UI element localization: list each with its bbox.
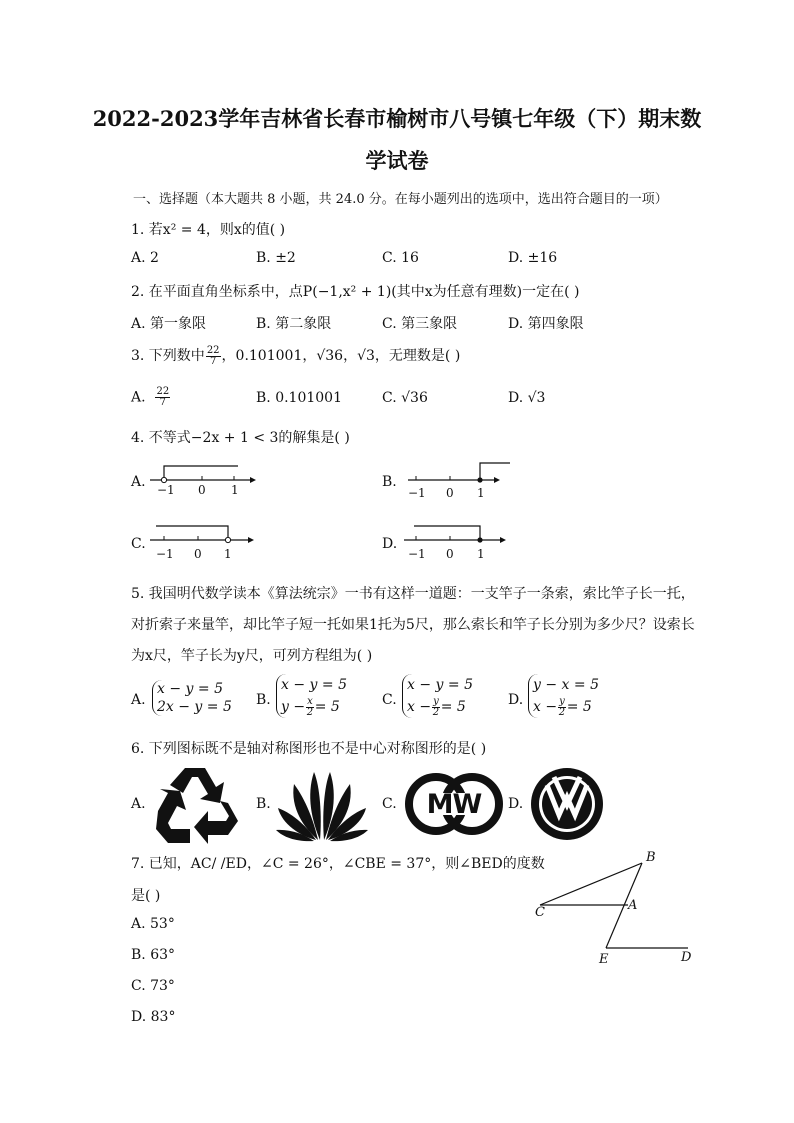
q1-option-c: C. 16 — [382, 250, 419, 266]
q1-option-b: B. ±2 — [256, 250, 296, 266]
q4-option-a: A. — [131, 474, 146, 490]
q5-line3: 为x尺，竿子长为y尺，可列方程组为( ) — [131, 648, 373, 664]
q4-b-tick-0: 0 — [446, 486, 454, 500]
q5-system-c — [402, 674, 473, 718]
q5-d-frac-num: y — [559, 695, 565, 707]
q5-d-eq2-rhs: = 5 — [566, 699, 592, 715]
q5-b-eq2-rhs: = 5 — [314, 699, 340, 715]
q5-option-b: B. — [256, 692, 271, 708]
q5-d-eq2-lhs: x − — [533, 699, 558, 715]
q5-line1: 5. 我国明代数学读本《算法统宗》一书有这样一道题：一支竿子一条索，索比竿子长一托， — [131, 586, 695, 602]
q2-option-d: D. 第四象限 — [508, 316, 584, 332]
q4-b-tick-1: 1 — [477, 486, 485, 500]
q5-c-frac-den: 2 — [432, 706, 440, 718]
q1-option-a: A. 2 — [131, 250, 159, 266]
q4-option-c: C. — [131, 536, 146, 552]
q5-c-frac — [432, 697, 440, 718]
q4-c-tick-0: 0 — [194, 547, 202, 561]
mw-logo-icon — [404, 771, 504, 837]
q2-stem: 2. 在平面直角坐标系中，点P(−1,x² + 1)(其中x为任意有理数)一定在( ) — [131, 284, 580, 300]
q3-option-a-num: 22 — [156, 386, 170, 397]
q5-a-eq1: x − y = 5 — [157, 681, 223, 697]
q3-option-d: D. √3 — [508, 390, 546, 406]
page-title: 2022-2023学年吉林省长春市榆树市八号镇七年级（下）期末数 — [92, 106, 702, 131]
q6-option-c: C. — [382, 796, 397, 812]
q7-label-a: A — [628, 898, 638, 913]
q6-option-a: A. — [131, 796, 146, 812]
q7-option-d: D. 83° — [131, 1009, 176, 1025]
q7-label-b: B — [646, 850, 656, 865]
q7-label-e: E — [599, 952, 609, 967]
q4-d-tick-neg1: −1 — [408, 547, 426, 561]
q5-b-frac — [306, 697, 314, 718]
q5-system-a — [152, 680, 232, 716]
q5-b-eq1: x − y = 5 — [281, 677, 347, 693]
q7-option-a: A. 53° — [131, 916, 175, 932]
q5-b-frac-num: x — [307, 695, 313, 707]
q5-system-b — [276, 674, 347, 718]
q7-label-d: D — [681, 950, 692, 965]
q7-option-c: C. 73° — [131, 978, 175, 994]
q5-option-a: A. — [131, 692, 146, 708]
q3-stem-a: 3. 下列数中 — [131, 348, 205, 364]
q4-c-tick-neg1: −1 — [156, 547, 174, 561]
q5-line2: 对折索子来量竿，却比竿子短一托如果1托为5尺，那么索长和竿子长分别为多少尺？设索长 — [131, 617, 695, 633]
vw-logo-icon — [530, 767, 604, 841]
recycle-icon — [150, 763, 240, 845]
q7-geometry-figure — [530, 850, 700, 970]
q5-d-eq2 — [533, 696, 599, 718]
q5-d-frac — [558, 697, 566, 718]
q2-option-c: C. 第三象限 — [382, 316, 458, 332]
q4-b-tick-neg1: −1 — [408, 486, 426, 500]
q4-d-tick-0: 0 — [446, 547, 454, 561]
q3-option-a — [131, 387, 171, 408]
q3-frac-num: 22 — [206, 344, 220, 356]
q4-a-tick-1: 1 — [231, 483, 239, 497]
q6-stem: 6. 下列图标既不是轴对称图形也不是中心对称图形的是( ) — [131, 741, 487, 757]
q4-d-tick-1: 1 — [477, 547, 485, 561]
q7-label-c: C — [535, 905, 545, 920]
q6-option-b: B. — [256, 796, 271, 812]
q5-c-eq1: x − y = 5 — [407, 677, 473, 693]
q7-stem-line2: 是( ) — [131, 888, 161, 904]
q5-b-frac-den: 2 — [306, 706, 314, 718]
q4-c-tick-1: 1 — [224, 547, 232, 561]
q7-stem: 7. 已知，AC/ /ED，∠C = 26°，∠CBE = 37°，则∠BED的度数 — [131, 856, 545, 872]
q5-c-eq2-rhs: = 5 — [440, 699, 466, 715]
q3-stem-b: ，0.101001，√36，√3，无理数是( ) — [221, 348, 461, 364]
q5-d-eq1: y − x = 5 — [533, 677, 599, 693]
q1-option-d: D. ±16 — [508, 250, 558, 266]
q5-c-eq2-lhs: x − — [407, 699, 432, 715]
q3-option-a-fraction — [155, 387, 170, 408]
q6-option-d: D. — [508, 796, 524, 812]
page-title-line2: 学试卷 — [365, 148, 429, 173]
q5-option-c: C. — [382, 692, 397, 708]
q5-b-eq2 — [281, 696, 347, 718]
section-header: 一、选择题（本大题共 8 小题，共 24.0 分。在每小题列出的选项中，选出符合题目的一项） — [133, 192, 668, 207]
q4-a-tick-neg1: −1 — [157, 483, 175, 497]
q3-option-b: B. 0.101001 — [256, 390, 342, 406]
mw-logo-text: MW — [426, 789, 482, 820]
q2-option-a: A. 第一象限 — [131, 316, 207, 332]
q5-a-eq2: 2x − y = 5 — [157, 699, 232, 715]
q4-a-tick-0: 0 — [198, 483, 206, 497]
q3-option-a-label: A. — [131, 389, 146, 406]
q4-option-b: B. — [382, 474, 397, 490]
q3-option-c: C. √36 — [382, 390, 428, 406]
huawei-logo-icon — [276, 766, 368, 842]
q3-stem — [131, 345, 460, 367]
q5-option-d: D. — [508, 692, 524, 708]
q5-system-d — [528, 674, 599, 718]
q3-fraction — [206, 346, 221, 367]
q4-option-d: D. — [382, 536, 398, 552]
q3-frac-den: 7 — [209, 355, 217, 367]
q5-c-eq2 — [407, 696, 473, 718]
q5-b-eq2-lhs: y − — [281, 699, 306, 715]
q4-stem: 4. 不等式−2x + 1 < 3的解集是( ) — [131, 430, 350, 446]
q5-c-frac-num: y — [433, 695, 439, 707]
q3-option-a-den: 7 — [159, 397, 167, 408]
q7-option-b: B. 63° — [131, 947, 176, 963]
q2-option-b: B. 第二象限 — [256, 316, 332, 332]
q5-d-frac-den: 2 — [558, 706, 566, 718]
q1-stem: 1. 若x² = 4，则x的值( ) — [131, 222, 286, 238]
